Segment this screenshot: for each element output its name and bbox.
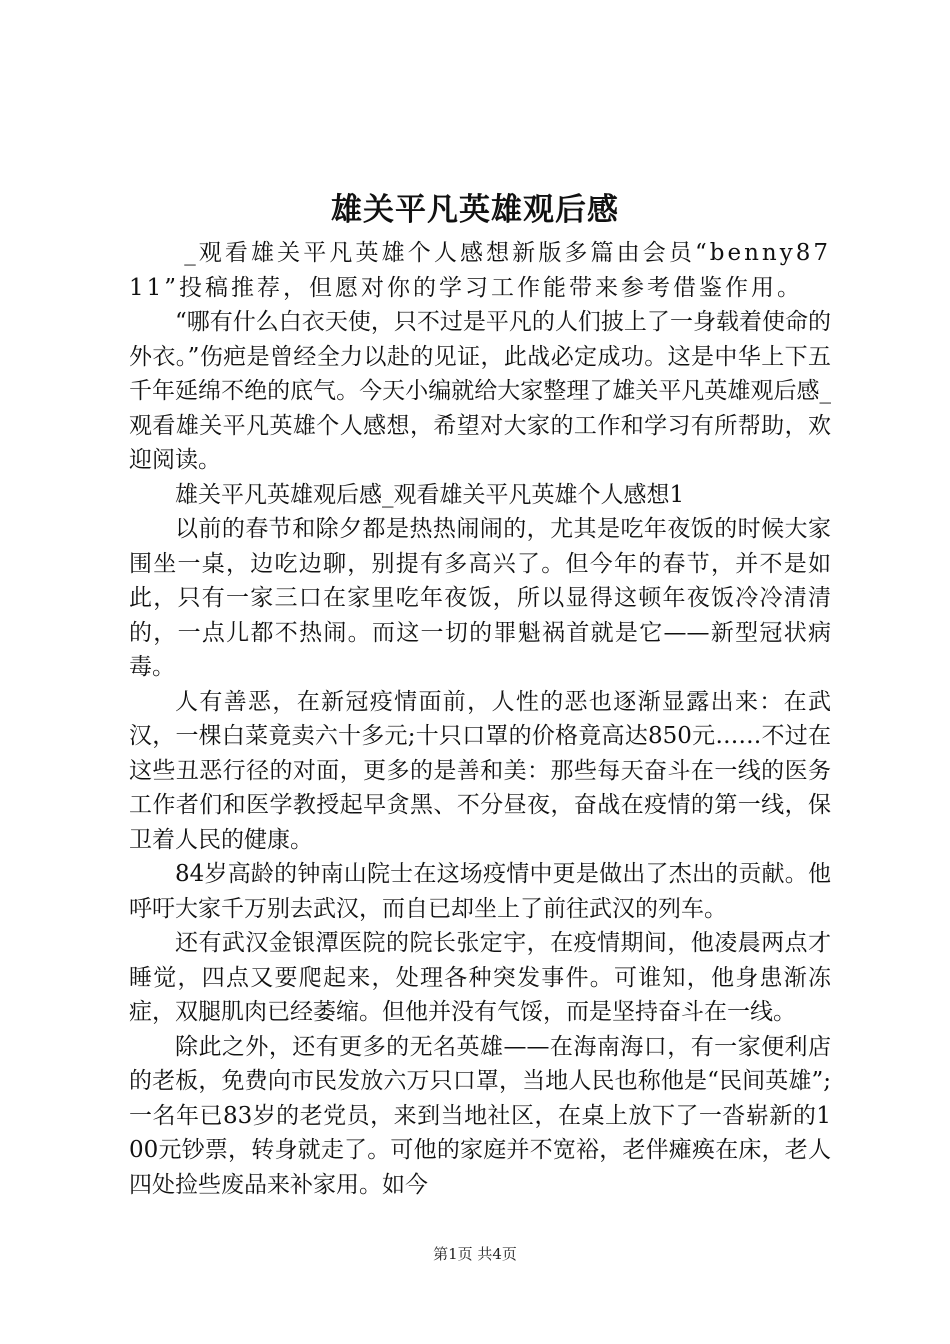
body-paragraph: “哪有什么白衣天使，只不过是平凡的人们披上了一身载着使命的外衣。”伤疤是曾经全力以赴的见证，此战必定成功。这是中华上下五千年延绵不绝的底气。今天小编就给大家整理了雄关平凡英雄观后感_观看雄关平凡英雄个人感想，希望对大家的工作和学习有所帮助，欢迎阅读。 [129,309,831,473]
body-paragraph: 还有武汉金银潭医院的院长张定宇，在疫情期间，他凌晨两点才睡觉，四点又要爬起来，处理各种突发事件。可谁知，他身患渐冻症，双腿肌肉已经萎缩。但他并没有气馁，而是坚持奋斗在一线。 [129,930,831,1025]
body-paragraph: 人有善恶，在新冠疫情面前，人性的恶也逐渐显露出来：在武汉，一棵白菜竟卖六十多元;十只口罩的价格竟高达850元……不过在这些丑恶行径的对面，更多的是善和美：那些每天奋斗在一线的医务工作者们和医学教授起早贪黑、不分昼夜，奋战在疫情的第一线，保卫着人民的健康。 [129,688,831,853]
document-title: 雄关平凡英雄观后感 [331,192,619,228]
document-body [129,236,831,1202]
body-paragraph: 以前的春节和除夕都是热热闹闹的，尤其是吃年夜饭的时候大家围坐一桌，边吃边聊，别提有多高兴了。但今年的春节，并不是如此，只有一家三口在家里吃年夜饭，所以显得这顿年夜饭冷冷清清的，一点儿都不热闹。而这一切的罪魁祸首就是它——新型冠状病毒。 [129,516,831,680]
intro-paragraph: _观看雄关平凡英雄个人感想新版多篇由会员“benny8711”投稿推荐，但愿对你的学习工作能带来参考借鉴作用。 [129,240,831,301]
page-number: 第1页 共4页 [433,1245,517,1263]
body-paragraph: 84岁高龄的钟南山院士在这场疫情中更是做出了杰出的贡献。他呼吁大家千万别去武汉，而自已却坐上了前往武汉的列车。 [129,861,831,922]
section-heading: 雄关平凡英雄观后感_观看雄关平凡英雄个人感想1 [175,481,685,508]
body-paragraph: 除此之外，还有更多的无名英雄——在海南海口，有一家便利店的老板，免费向市民发放六万只口罩，当地人民也称他是“民间英雄”;一名年已83岁的老党员，来到当地社区，在桌上放下了一沓崭新的100元钞票，转身就走了。可他的家庭并不宽裕，老伴瘫痪在床，老人四处捡些废品来补家用。如今 [129,1033,831,1198]
